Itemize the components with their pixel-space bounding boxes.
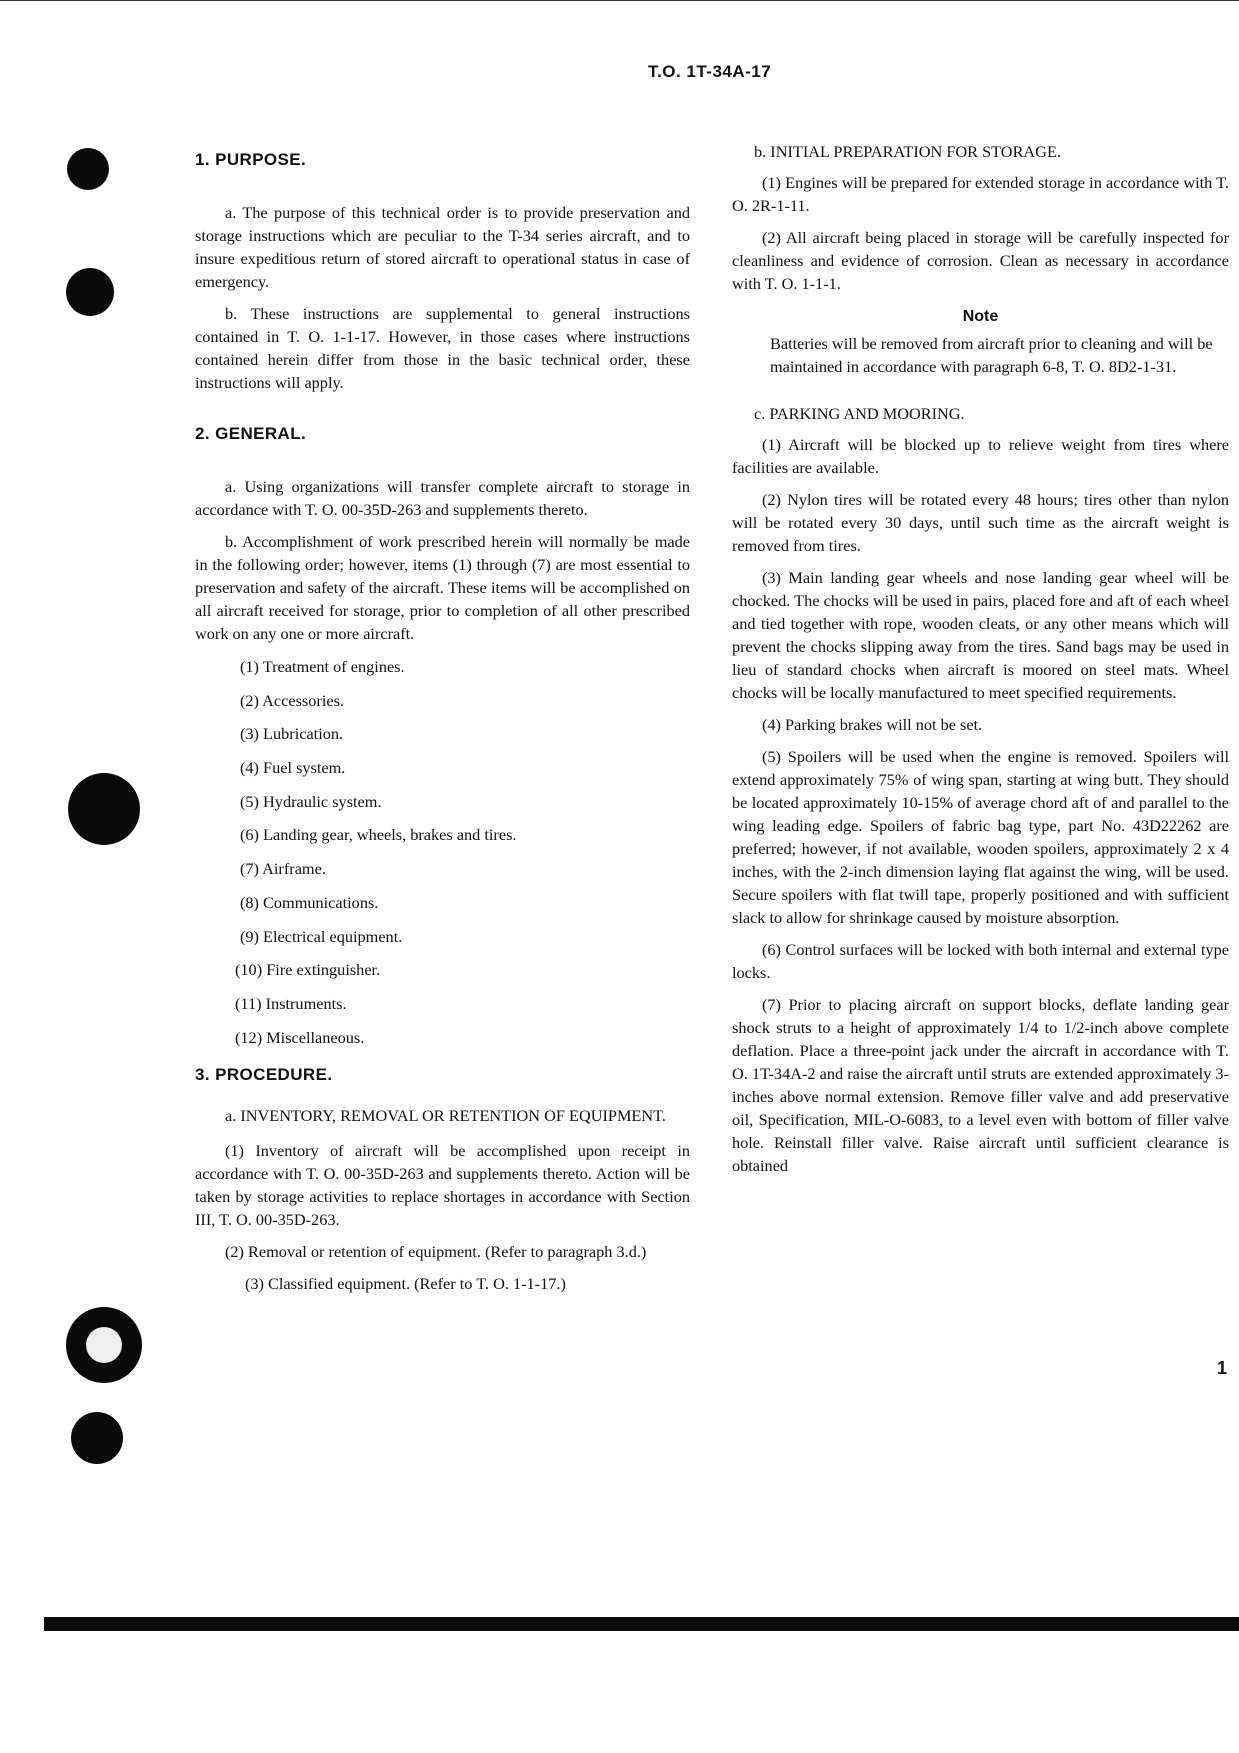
- list-item: (5) Hydraulic system.: [240, 791, 382, 811]
- list-item: (4) Fuel system.: [240, 758, 346, 778]
- paragraph: (2) Removal or retention of equipment. (Refer to paragraph 3.d.): [225, 1241, 647, 1261]
- list-item: (11) Instruments.: [235, 993, 347, 1013]
- binder-hole: [67, 148, 109, 190]
- section-heading-purpose: 1. PURPOSE.: [195, 150, 307, 169]
- list-item: (8) Communications.: [240, 892, 379, 912]
- list-item: (10) Fire extinguisher.: [235, 960, 381, 980]
- subsection-heading: c. PARKING AND MOORING.: [754, 404, 965, 423]
- binder-hole: [71, 1412, 123, 1464]
- note-text: Batteries will be removed from aircraft prior to cleaning and will be maintained in accordance with paragraph 6-8, T. O. 8D2-1-31.: [770, 334, 1213, 376]
- list-item: (1) Treatment of engines.: [240, 657, 405, 676]
- paragraph: (3) Classified equipment. (Refer to T. O. 1-1-17.): [245, 1273, 566, 1293]
- binder-hole: [68, 773, 140, 845]
- list-item: (6) Landing gear, wheels, brakes and tires.: [240, 825, 517, 845]
- left-column: [195, 148, 690, 1304]
- paragraph: (6) Control surfaces will be locked with both internal and external type locks.: [732, 940, 1229, 982]
- note-heading: Note: [962, 308, 999, 325]
- paragraph: (2) All aircraft being placed in storage will be carefully inspected for cleanliness and evidence of corrosion. Clean as necessary in accordance with T. O. 1-1-1.: [732, 228, 1229, 293]
- subsection-heading: b. INITIAL PREPARATION FOR STORAGE.: [754, 142, 1061, 161]
- paragraph: b. These instructions are supplemental to general instructions contained in T. O. 1-1-17. However, in those cases where instructions contained herein differ from those in the basic technical order, these instructions will apply.: [195, 304, 690, 392]
- binder-hole: [66, 268, 114, 316]
- list-item: (12) Miscellaneous.: [235, 1027, 365, 1047]
- paragraph: (5) Spoilers will be used when the engine is removed. Spoilers will extend approximately 75% of wing span, starting at wing butt. They should be located approximately 10-15% of average chord aft of and parallel to the wing leading edge. Spoilers of fabric bag type, part No. 43D22262 are preferred; however, if not available, wooden spoilers, approximately 2 x 4 inches, with the 2-inch dimension laying flat against the wing, will be used. Secure spoilers with flat twill tape, properly positioned and with sufficient slack to allow for shrinkage caused by moisture absorption.: [732, 747, 1229, 927]
- technical-order-code: T.O. 1T-34A-17: [648, 62, 772, 81]
- list-item: (7) Airframe.: [240, 859, 326, 879]
- paragraph: (4) Parking brakes will not be set.: [762, 715, 983, 734]
- list-item: (9) Electrical equipment.: [240, 926, 403, 946]
- footer-rule: [44, 1617, 1239, 1631]
- section-heading-general: 2. GENERAL.: [195, 424, 307, 443]
- right-column: [732, 140, 1229, 1186]
- paragraph: b. Accomplishment of work prescribed herein will normally be made in the following order; however, items (1) through (7) are most essential to preservation and safety of the aircraft. These items will be accomplished on all aircraft received for storage, prior to completion of all other prescribed work on any one or more aircraft.: [195, 532, 690, 643]
- paragraph: a. The purpose of this technical order is to provide preservation and storage instructions which are peculiar to the T-34 series aircraft, and to insure expeditious return of stored aircraft to operational status in case of emergency.: [195, 203, 690, 291]
- top-edge-rule: [0, 0, 1239, 1]
- subsection-heading: a. INVENTORY, REMOVAL OR RETENTION OF EQUIPMENT.: [225, 1105, 666, 1125]
- work-order-list: [195, 655, 690, 1049]
- list-item: (3) Lubrication.: [240, 724, 344, 744]
- section-heading-procedure: 3. PROCEDURE.: [195, 1064, 333, 1084]
- paragraph: (7) Prior to placing aircraft on support blocks, deflate landing gear shock struts to a height of approximately 1/4 to 1/2-inch above complete deflation. Place a three-point jack under the aircraft in accordance with T. O. 1T-34A-2 and raise the aircraft until struts are extended approximately 3-inches above normal extension. Remove filler valve and add preservative oil, Specification, MIL-O-6083, to a level even with bottom of filler valve hole. Reinstall filler valve. Raise aircraft until sufficient clearance is obtained: [732, 995, 1229, 1175]
- paragraph: (1) Engines will be prepared for extended storage in accordance with T. O. 2R-1-11.: [732, 173, 1229, 215]
- list-item: (2) Accessories.: [240, 690, 344, 710]
- binder-hole: [66, 1307, 142, 1383]
- page-number: 1: [1217, 1358, 1228, 1378]
- paragraph: (1) Inventory of aircraft will be accomplished upon receipt in accordance with T. O. 00-35D-263 and supplements thereto. Action will be taken by storage activities to replace shortages in accordance with Section III, T. O. 00-35D-263.: [195, 1140, 690, 1229]
- paragraph: a. Using organizations will transfer complete aircraft to storage in accordance with T. O. 00-35D-263 and supplements thereto.: [195, 477, 690, 519]
- paragraph: (2) Nylon tires will be rotated every 48 hours; tires other than nylon will be rotated every 30 days, until such time as the aircraft weight is removed from tires.: [732, 490, 1229, 555]
- paragraph: (1) Aircraft will be blocked up to relieve weight from tires where facilities are available.: [732, 435, 1229, 477]
- paragraph: (3) Main landing gear wheels and nose landing gear wheel will be chocked. The chocks will be used in pairs, placed fore and aft of each wheel and tied together with rope, wooden cleats, or any other means which will prevent the chocks slipping away from the tires. Sand bags may be used in lieu of standard chocks when aircraft is moored on steel mats. Wheel chocks will be locally manufactured to meet specified requirements.: [732, 568, 1229, 702]
